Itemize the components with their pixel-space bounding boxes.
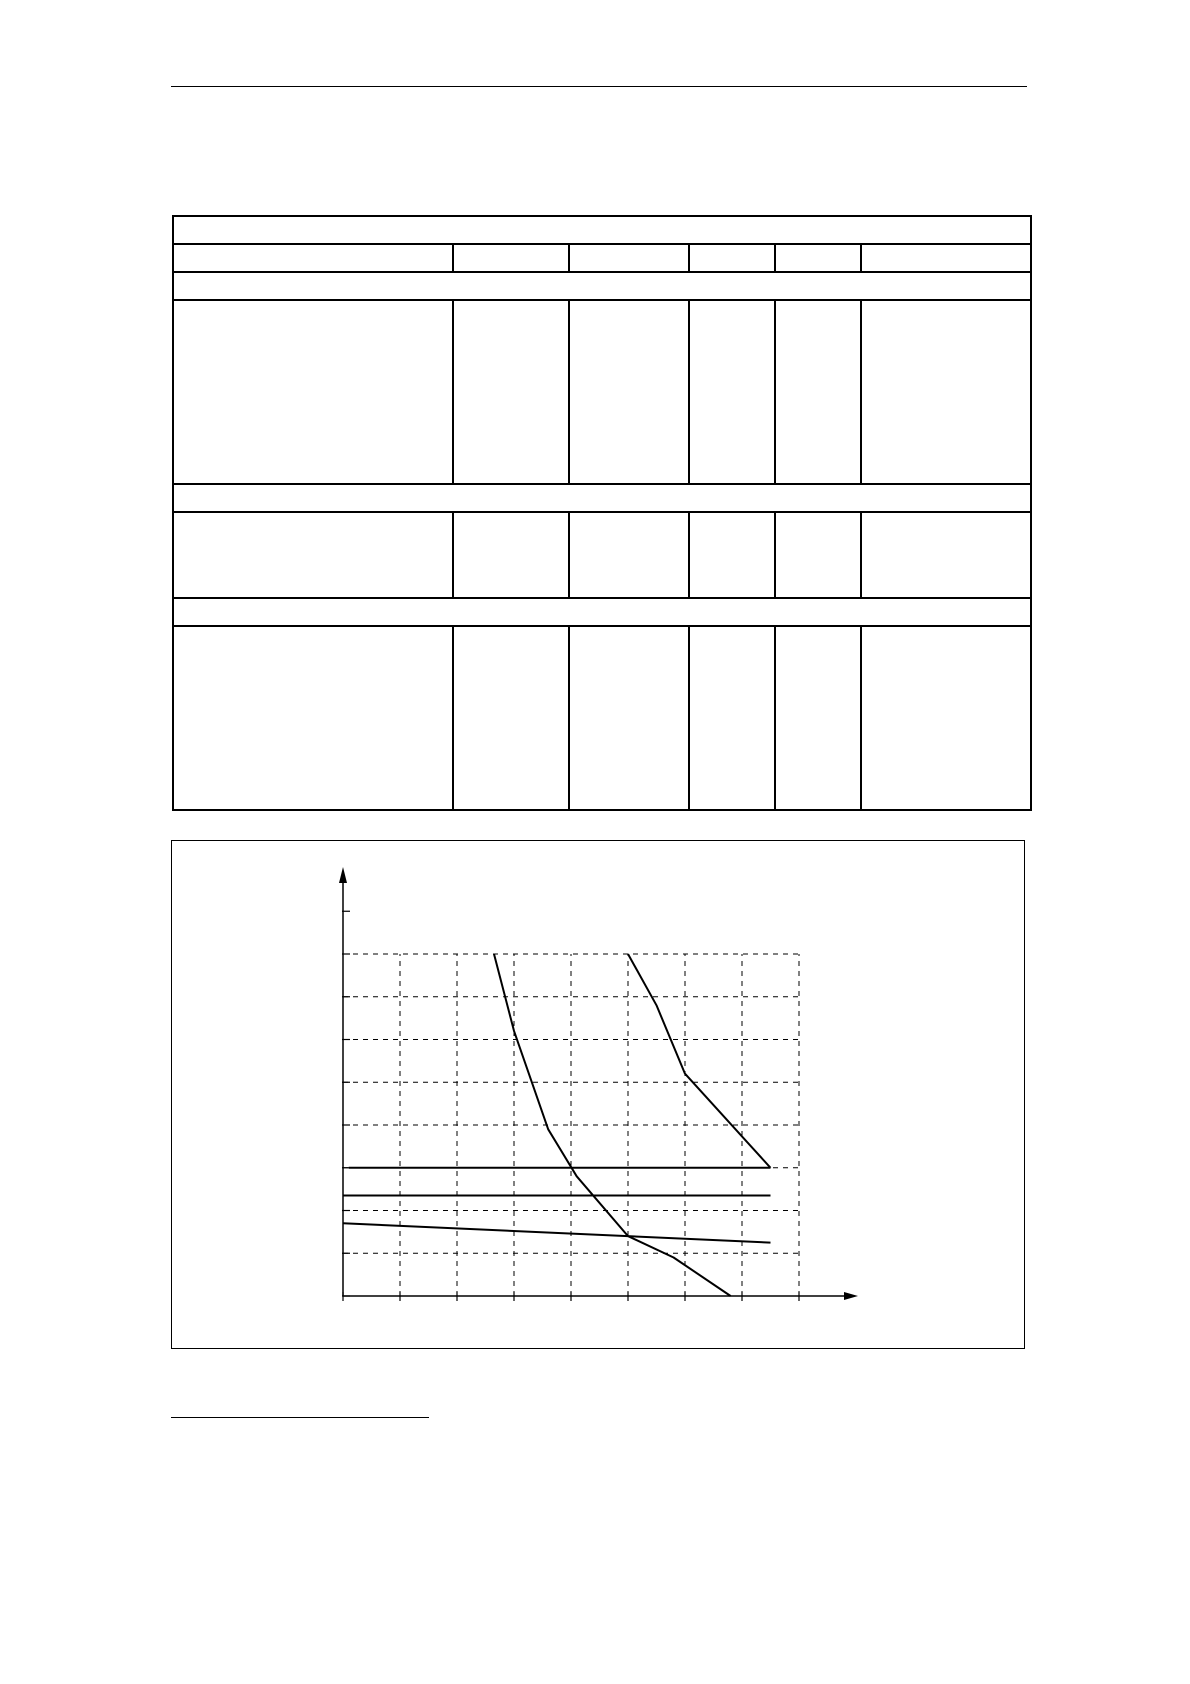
chart [172,841,1024,1348]
table-cell [173,626,453,810]
table-row [173,512,1031,598]
table-cell [173,300,453,484]
series-curve-right [628,954,771,1168]
column-header [861,244,1031,272]
spec-table [172,215,1032,811]
section-heading [173,598,1031,626]
section-heading-row [173,272,1031,300]
chart-frame [171,840,1025,1349]
table-cell [861,300,1031,484]
header-rule [171,86,1027,87]
section-heading-row [173,598,1031,626]
column-header [173,244,453,272]
table-cell [689,300,775,484]
table-cell [775,512,861,598]
x-axis-arrow [844,1292,858,1300]
table-cell [453,300,569,484]
table-cell [775,300,861,484]
table-cell [689,626,775,810]
table-title-row [173,216,1031,244]
table-cell [569,300,689,484]
table-cell [569,512,689,598]
table-row [173,626,1031,810]
table-row [173,300,1031,484]
section-heading-row [173,484,1031,512]
section-heading [173,484,1031,512]
y-axis-arrow [339,867,347,883]
column-header [689,244,775,272]
section-heading [173,272,1031,300]
table-cell [775,626,861,810]
column-header [453,244,569,272]
table-cell [689,512,775,598]
footnote-rule [171,1417,429,1418]
table-cell [173,512,453,598]
column-header [569,244,689,272]
table-cell [453,512,569,598]
table-cell [569,626,689,810]
table-cell [453,626,569,810]
table-header-row [173,244,1031,272]
table-cell [861,626,1031,810]
series-sloped-line [343,1223,771,1242]
table-cell [861,512,1031,598]
table-title [173,216,1031,244]
column-header [775,244,861,272]
